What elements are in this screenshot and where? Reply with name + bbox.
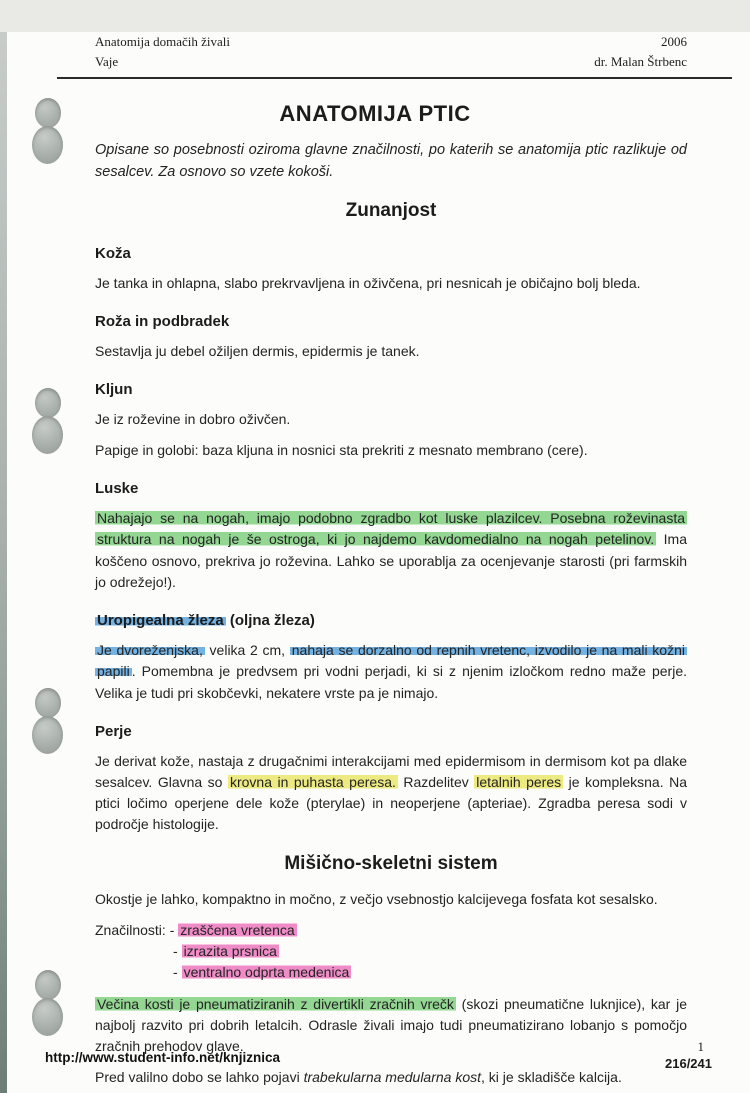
text-segment: . Pomembna je predvsem pri vodni perjadi, ki si z njenim izločkom redno maže perje. Velika je tudi pri skobčevki, nekatere vrste pa je nimajo.: [95, 663, 687, 701]
hole-punch-4: [31, 970, 65, 1036]
section-zunanjost-heading: Zunanjost: [345, 200, 437, 222]
section-misicno-skeletni-heading: Mišično-skeletni sistem: [284, 852, 498, 874]
koza-paragraph: [95, 273, 687, 294]
intro-paragraph: Opisane so posebnosti oziroma glavne značilnosti, po katerih se anatomija ptic razlikuje od sesalcev. Za osnovo so vzete kokoši.: [95, 142, 687, 181]
header-author: dr. Malan Štrbenc: [594, 53, 687, 69]
footer-page-numbers: [665, 1038, 712, 1073]
luske-heading: Luske: [95, 480, 139, 498]
hole-punch-2: [31, 388, 65, 454]
footer-page-position: 216/241: [665, 1056, 712, 1072]
text-segment: (oljna žleza): [225, 612, 315, 630]
text-segment: Papige in golobi: baza kljuna in nosnici sta prekriti z mesnato membrano (cere).: [95, 442, 588, 459]
scanner-edge-strip: [0, 32, 7, 1093]
perje-heading: Perje: [95, 722, 132, 740]
list-dash: -: [173, 964, 182, 981]
highlight-pink: ventralno odprta medenica: [183, 964, 350, 981]
luske-paragraph: [95, 508, 687, 593]
text-segment: Razdelitev: [397, 773, 475, 790]
kljun-heading: Kljun: [95, 381, 133, 399]
znacilnosti-list: [95, 920, 687, 984]
list-dash: -: [173, 943, 182, 960]
hole-punch-1: [31, 98, 65, 164]
uropigealna-paragraph: [95, 640, 687, 704]
roza-heading: Roža in podbradek: [95, 313, 230, 330]
document-body: [95, 139, 687, 1089]
text-segment: velika 2 cm,: [204, 642, 290, 659]
highlight-green: Večina kosti je pneumatiziranih z divertikli zračnih vrečk: [97, 995, 454, 1012]
highlight-yellow: letalnih peres: [476, 773, 562, 790]
highlight-green: Nahajajo se na nogah, imajo podobno zgradbo kot luske plazilcev. Posebna roževinasta struktura na nogah je še ostroga, ki jo najdemo kavdomedialno na nogah petelinov.: [97, 510, 685, 548]
highlight-pink: zraščena vretenca: [180, 921, 295, 938]
text-segment: Je tanka in ohlapna, slabo prekrvavljena in oživčena, pri nesnicah je običajno bolj bleda.: [95, 274, 641, 291]
page-header: [95, 32, 687, 71]
highlight-blue: Je dvoreženjska,: [97, 642, 203, 659]
scanned-document-page: [0, 32, 750, 1093]
highlight-blue: nahaja se dorzalno od repnih vretenc, izvodilo je na mali kožni papili: [97, 642, 685, 680]
text-segment: je kompleksna. Na ptici ločimo operjene dele kože (pterylae) in neoperjene (apteriae). Zgradba peresa sodi v področje histologije.: [95, 773, 687, 833]
text-segment: Sestavlja ju debel ožiljen dermis, epidermis je tanek.: [95, 342, 420, 359]
list-dash: -: [169, 921, 179, 938]
kljun-paragraph-2: [95, 440, 687, 461]
list-lead: Značilnosti:: [95, 921, 170, 938]
text-segment: Je derivat kože, nastaja z drugačnimi interakcijami med epidermisom in dermisom kot pa dlake sesalcev. Glavna so: [95, 752, 687, 790]
perje-paragraph: [95, 751, 687, 836]
highlight-yellow: krovna in puhasta peresa.: [229, 773, 396, 790]
okostje-paragraph: [95, 889, 687, 910]
roza-paragraph: [95, 341, 687, 362]
uropigealna-heading: [95, 610, 687, 633]
footer-url: http://www.student-info.net/knjiznica: [45, 1050, 280, 1065]
medularna-kost-paragraph: [95, 1067, 687, 1088]
text-segment: , ki je skladišče kalcija.: [481, 1069, 622, 1086]
header-course-title: Anatomija domačih živali: [95, 34, 231, 49]
text-segment: Je iz roževine in dobro oživčen.: [95, 410, 291, 427]
document-title: ANATOMIJA PTIC: [279, 101, 471, 126]
highlight-pink: izrazita prsnica: [183, 943, 277, 960]
koza-heading: Koža: [95, 244, 131, 262]
pnevmatizacija-paragraph: [95, 994, 687, 1058]
hole-punch-3: [31, 688, 65, 754]
text-segment: (skozi pneumatične luknjice), kar je najbolj razvito pri dobrih letalcih. Odrasle živali imajo tudi pneumatizirano lobanjo s pomočjo zračnih prehodov glave.: [95, 995, 687, 1055]
text-segment: Okostje je lahko, kompaktno in močno, z večjo vsebnostjo kalcijevega fosfata kot sesalsko.: [95, 890, 658, 907]
header-course-subtitle: Vaje: [95, 53, 119, 69]
text-segment: Pred valilno dobo se lahko pojavi: [95, 1069, 304, 1086]
kljun-paragraph-1: [95, 409, 687, 430]
text-segment: Ima koščeno osnovo, prekriva jo roževina. Lahko se uporablja za ocenjevanje starosti (pri farmskih jo odrežejo!).: [95, 531, 687, 590]
footer-page-number: 1: [697, 1038, 704, 1054]
highlight-blue: Uropigealna žleza: [97, 612, 224, 630]
text-segment: trabekularna medularna kost: [303, 1069, 482, 1086]
header-rule: [57, 77, 732, 79]
header-year: 2006: [661, 34, 687, 49]
